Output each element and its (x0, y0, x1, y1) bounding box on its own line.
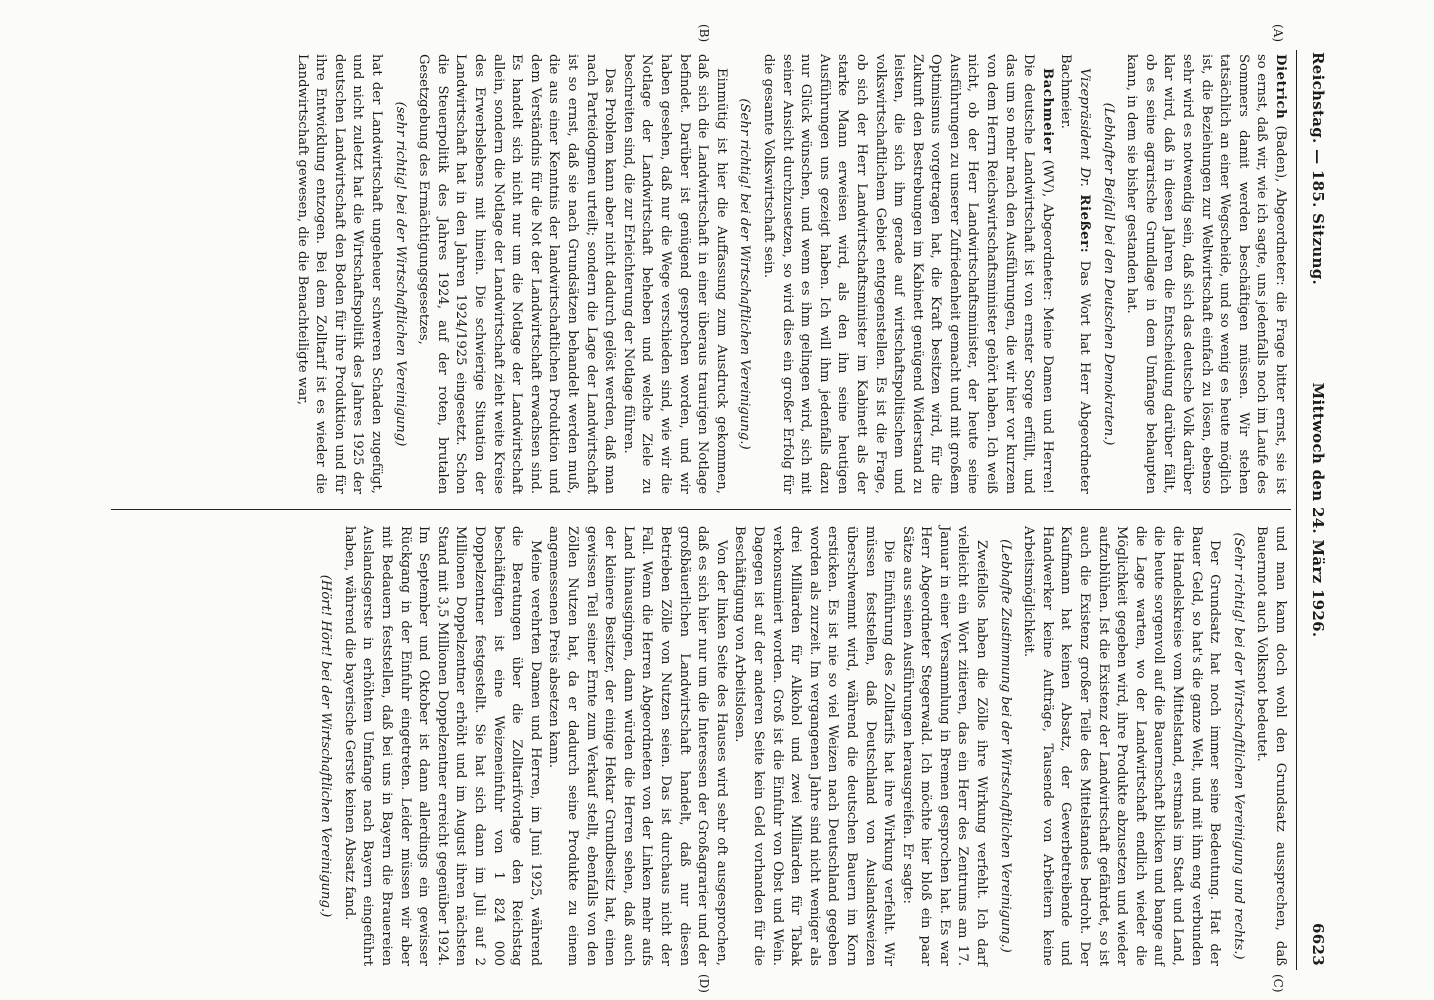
page-number: 6623 (1309, 923, 1327, 966)
reaction: (Hört! Hört! bei der Wirtschaftlichen Vereinigung.) (318, 574, 334, 918)
paragraph: Meine verehrten Damen und Herren, im Juni 1925, während die Beratungen über die Zolltarifvorlage den Reichstag beschäftigten ist eine Weizeneinfuhr von 1 824 000 Doppelzentner festgestellt. Sie hat sich dann im Juli auf 2 Millionen Doppelzentner erhöht und im August ihren nächsten Stand mit 3,5 Millionen Doppelzentner erreicht gegenüber 1924. Im September und Oktober ist dann allerdings ein gewisser Rückgang in der Einfuhr eingetreten. Leider müssen wir aber mit Bedauern feststellen, daß bei uns in Bayern die Brauereien Auslandsgerste in erhöhtem Umfange nach Bayern eingeführt haben, während die bayerische Gerste keinen Absatz fand. (341, 526, 543, 966)
header-rule (1296, 50, 1297, 970)
paragraph: und man kann doch wohl den Grundsatz aussprechen, daß Bauernnot auch Volksnot bedeutet. (1254, 526, 1288, 966)
paragraph: Der Grundsatz hat noch immer seine Bedeutung. Hat der Bauer Geld, so hat's die ganze Welt, und mit ihm eng verbunden die Handelskreise vom Mittelstand, erstmals im Stadt und Land, die heute sorgenvoll auf die Bauernschaft blicken und bange auf die Lage warten, wo der Landwirtschaft endlich wieder die Möglichkeit gegeben wird, ihre Produkte abzusetzen und wieder aufzublühen. Ist die Existenz der Landwirtschaft gefährdet, so ist auch die Existenz großer Teile des Mittelstandes bedroht. Der Kaufmann hat keinen Absatz, der Gewerbetreibende und Handwerker keine Aufträge, Tausende von Arbeitern keine Arbeitsmöglichkeit. (1021, 526, 1223, 966)
speaker-name: Bachmeier (1039, 68, 1055, 154)
president-line: Vizepräsident Dr. Rießer: Das Wort hat Herr Abgeordneter Bachmeier. (1058, 54, 1093, 494)
paragraph: Zweifellos haben die Zölle ihre Wirkung verfehlt. Ich darf vielleicht ein Wort zitieren, das ein Herr des Zentrums am 17. Januar in einer Versammlung in Bremen gesprochen hat. Es war Herr Abgeordneter Stegerwald. Ich möchte hier bloß ein paar Sätze aus seinen Ausführungen herausgreifen. Er sagte: (899, 526, 990, 966)
speaker-role: (Baden), Abgeordneter: (1273, 125, 1288, 286)
quotation: Die Einführung des Zolltarifs hat ihre Wirkung verfehlt. Wir müssen feststellen, daß Deutschland von Auslandsweizen überschwemmt wird, während die deutschen Bauern im Korn ersticken. Es ist nie so viel Weizen nach Deutschland gegeben worden als zurzeit. Im vergangenen Jahre sind nicht weniger als drei Milliarden für Alkohol und zwei Milliarden für Tabak verkonsumiert worden. Groß ist die Einfuhr von Obst und Wein. Dagegen ist auf der anderen Seite kein Geld vorhanden für die Beschäftigung von Arbeitslosen. (732, 526, 897, 966)
paragraph: Bachmeier (WV), Abgeordneter: Meine Damen und Herren! Die deutsche Landwirtschaft ist von ernster Sorge erfüllt, und das um so mehr nach den Ausführungen, die wir hier vor kurzem von dem Herrn Reichswirtschaftsminister gehört haben. Ich weiß nicht, ob der Herr Landwirtschaftsminister, der heute seine Ausführungen zu unserer Zufriedenheit gemacht und mit großem Optimismus vorgetragen hat, die Kraft besitzen wird, für die Zukunft den Bestrebungen im Kabinett genügend Widerstand zu leisten, die sich ihm gerade auf wirtschaftspolitischem und volkswirtschaftlichem Gebiet entgegenstellen. Es ist die Frage, ob sich der Herr Landwirtschaftsminister im Kabinett als der starke Mann erweisen wird, als den ihn seine heutigen Ausführungen uns gezeigt haben. Ich will ihm jedenfalls dazu nur Glück wünschen, und wenn es ihm gelingen wird, sich mit seiner Ansicht durchzusetzen, so wird dies ein großer Erfolg für die gesamte Volkswirtschaft sein. (760, 54, 1055, 494)
speaker-name: Dietrich (1273, 54, 1288, 120)
paragraph: hat der Landwirtschaft ungeheuer schweren Schaden zugefügt, und nicht zuletzt hat die Wirtschaftspolitik des Jahres 1925 der deutschen Landwirtschaft den Boden für ihre Produktion und für ihre Entwicklung entzogen. Bei dem Zolltarif ist es wieder die Landwirtschaft gewesen, die die Benachteiligte war, (294, 54, 385, 494)
margin-marker-b: (B) (697, 24, 711, 43)
reaction: (sehr richtig! bei der Wirtschaftlichen Vereinigung) (392, 101, 408, 447)
paragraph: Dietrich (Baden), Abgeordneter: die Frage bitter ernst, sie ist so ernst, daß wir, wie ich sagte, uns jedenfalls noch im Laufe des Sommers damit werden beschäftigen müssen. Wir stehen tatsächlich an einer Wegscheide, und so wenig es heute möglich ist, die Beziehungen zur Weltwirtschaft einfach zu lösen, ebenso sehr wird es notwendig sein, daß sich das deutsche Volk darüber klar wird, daß in diesen Jahren die Entscheidung darüber fällt, ob es seine agrarische Grundlage in dem Umfange behaupten kann, in dem sie bisher gestanden hat. (1124, 54, 1288, 495)
reaction: (Sehr richtig! bei der Wirtschaftlichen Vereinigung und rechts.) (1230, 532, 1246, 960)
paragraph: Das Problem kann aber nicht dadurch gelöst werden, daß man nach Parteidogmen urteilt; sondern die Lage der Landwirtschaft ist so ernst, daß sie nach Grundsätzen behandelt werden muß, die aus einer Kenntnis der landwirtschaftlichen Produktion und dem Verständnis für die Not der Landwirtschaft erwachsen sind. Es handelt sich nicht nur um die Notlage der Landwirtschaft allein, sondern die Notlage der Landwirtschaft zieht weite Kreise des Erwerbslebens mit hinein. Die schwierige Situation der Landwirtschaft hat in den Jahren 1924/1925 eingesetzt. Schon die Steuerpolitik des Jahres 1924, auf der roten, brutalen Gesetzgebung des Ermächtigungsgesetzes, (416, 54, 618, 494)
margin-marker-d: (D) (697, 974, 711, 993)
margin-marker-c: (C) (1271, 974, 1285, 993)
page-header (1301, 50, 1331, 970)
reaction: (Lebhafte Zustimmung bei der Wirtschaftlichen Vereinigung.) (997, 539, 1013, 953)
header-date: Mittwoch den 24. März 1926. (1309, 382, 1327, 638)
speaker-role: (WV), Abgeordneter: Meine Damen und Herren! (1039, 159, 1055, 494)
president-name: Rießer: (1077, 194, 1093, 254)
reaction: (Sehr richtig! bei der Wirtschaftlichen Vereinigung.) (737, 98, 753, 450)
rotated-page (101, 24, 1331, 993)
column-divider (111, 509, 1291, 510)
left-column (292, 54, 1289, 494)
reaction: (Lebhafter Beifall bei den Deutschen Demokraten.) (1100, 102, 1116, 446)
paragraph: Einmütig ist hier die Auffassung zum Ausdruck gekommen, daß sich die Landwirtschaft in einer überaus traurigen Notlage befindet. Darüber ist genügend gesprochen worden, und wir haben gesehen, daß nur die Wege verschieden sind, wie wir die Notlage der Landwirtschaft beheben und welche Ziele zu beschreiten sind, die zur Erleichterung der Notlage führen. (620, 54, 729, 494)
right-column (311, 526, 1289, 966)
paragraph: Von der linken Seite des Hauses wird sehr oft ausgesprochen, daß es sich hier nur um die Interessen der Großagrarier und der großbäuerlichen Landwirtschaft handelt, daß nur diesen Betrieben Zölle von Nutzen seien. Das ist durchaus nicht der Fall. Wenn die Herren Abgeordneten von der Linken mehr aufs Land hinausgingen, dann würden die Herren sehen, daß auch der kleinere Besitzer, der einige Hektar Grundbesitz hat, einen gewissen Teil seiner Ernte zum Verkauf stellt, ebenfalls von den Zöllen Nutzen hat, da er dadurch seine Produkte zu einem angemessenen Preis absetzen kann. (546, 526, 729, 966)
margin-marker-a: (A) (1271, 24, 1285, 43)
header-session: Reichstag. — 185. Sitzung. (1309, 52, 1327, 286)
